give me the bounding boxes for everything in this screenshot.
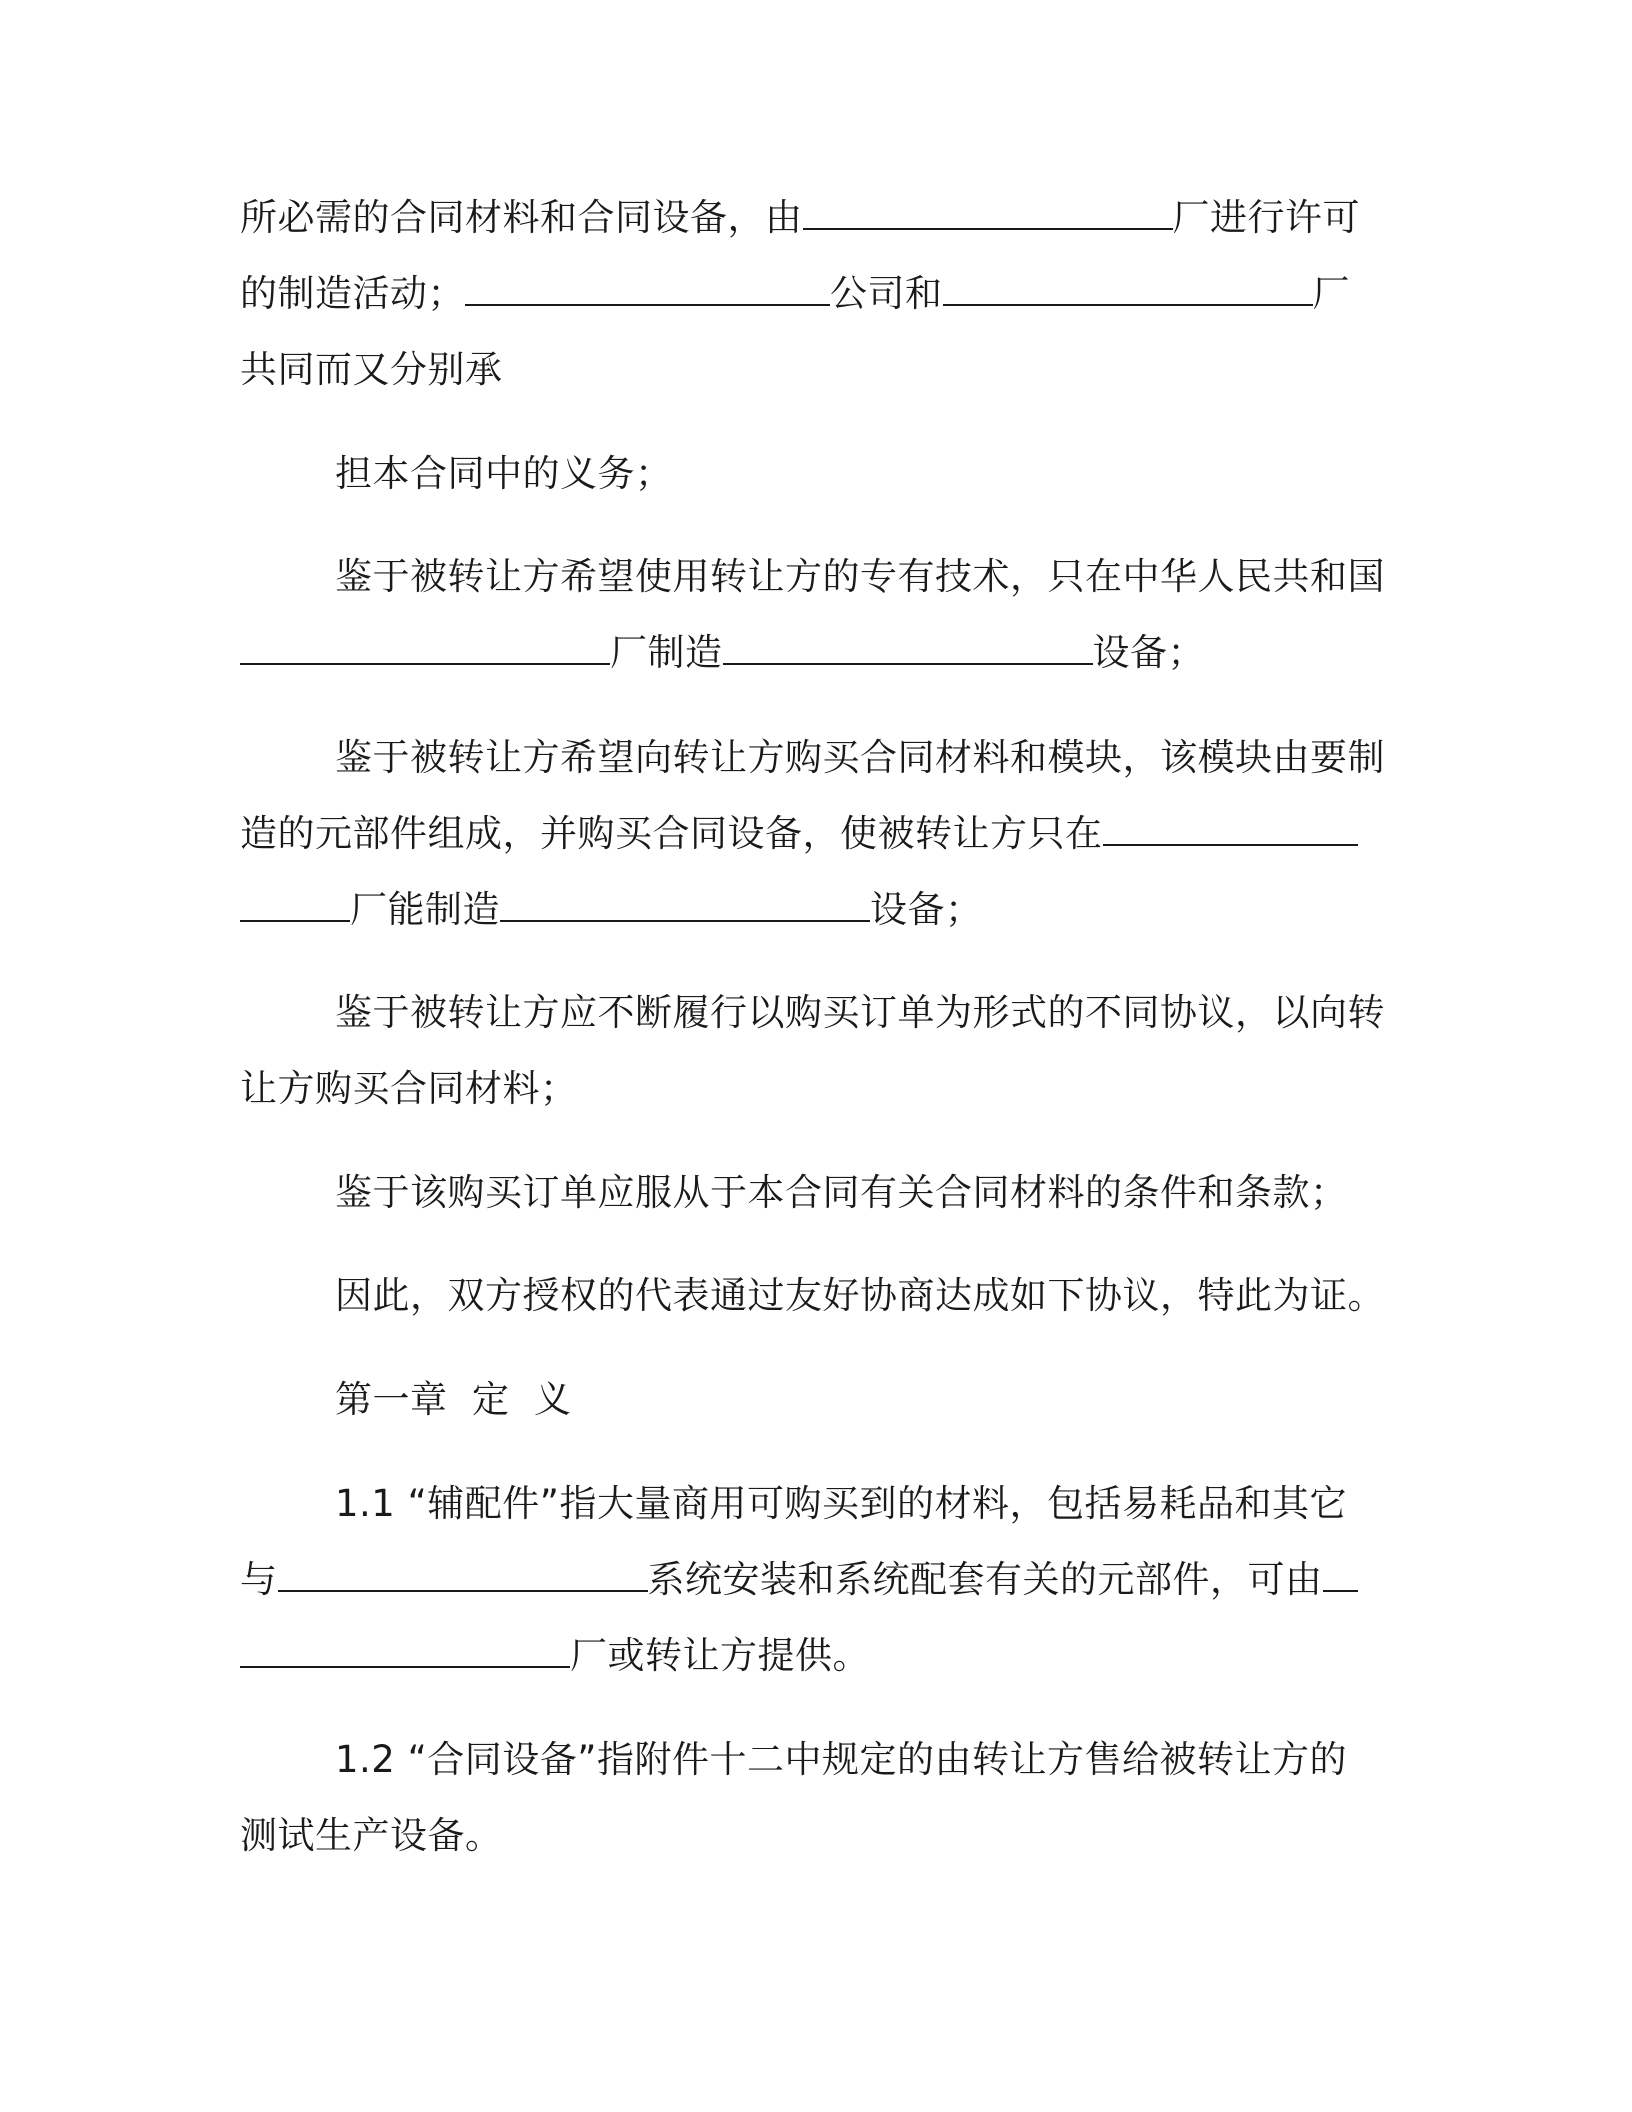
section-heading — [335, 1378, 572, 1422]
text-segment: 让方购买合同材料； — [240, 1067, 578, 1110]
text-segment: 第一章 定 义 — [335, 1378, 572, 1421]
fill-in-blank — [465, 274, 830, 306]
text-segment: 厂 — [1312, 272, 1350, 315]
text-segment: 设备； — [870, 888, 983, 931]
text-line-1 — [240, 196, 1360, 240]
fill-in-blank — [803, 198, 1173, 230]
text-line-9 — [240, 888, 983, 932]
fill-in-blank — [500, 890, 870, 922]
text-segment: 厂或转让方提供。 — [570, 1634, 870, 1677]
text-segment: 1.2 “合同设备”指附件十二中规定的由转让方售给被转让方的 — [335, 1738, 1347, 1781]
fill-in-blank — [1323, 1560, 1358, 1592]
text-line-19 — [240, 1814, 503, 1858]
text-line-16 — [240, 1558, 1358, 1602]
text-line-10 — [335, 991, 1385, 1035]
text-segment: 鉴于该购买订单应服从于本合同有关合同材料的条件和条款； — [335, 1171, 1348, 1214]
text-segment: 厂进行许可 — [1172, 196, 1360, 239]
fill-in-blank — [278, 1560, 648, 1592]
text-segment: 与 — [240, 1558, 278, 1601]
text-line-4 — [335, 452, 673, 496]
text-line-12 — [335, 1171, 1348, 1215]
text-line-15 — [335, 1482, 1347, 1526]
text-line-17 — [240, 1634, 870, 1678]
text-line-7 — [335, 736, 1385, 780]
text-segment: 鉴于被转让方希望使用转让方的专有技术，只在中华人民共和国 — [335, 555, 1385, 598]
text-line-2 — [240, 272, 1350, 316]
text-segment: 1.1 “辅配件”指大量商用可购买到的材料，包括易耗品和其它 — [335, 1482, 1347, 1525]
text-segment: 测试生产设备。 — [240, 1814, 503, 1857]
text-line-5 — [335, 555, 1385, 599]
text-line-3 — [240, 348, 503, 392]
text-segment: 厂制造 — [610, 631, 723, 674]
text-segment: 担本合同中的义务； — [335, 452, 673, 495]
text-segment: 的制造活动； — [240, 272, 465, 315]
fill-in-blank — [1103, 814, 1358, 846]
text-line-8 — [240, 812, 1358, 856]
text-segment: 因此，双方授权的代表通过友好协商达成如下协议，特此为证。 — [335, 1274, 1385, 1317]
text-segment: 鉴于被转让方希望向转让方购买合同材料和模块，该模块由要制 — [335, 736, 1385, 779]
text-line-6 — [240, 631, 1205, 675]
text-line-11 — [240, 1067, 578, 1111]
text-line-18 — [335, 1738, 1347, 1782]
fill-in-blank — [240, 633, 610, 665]
text-line-13 — [335, 1274, 1385, 1318]
text-segment: 厂能制造 — [350, 888, 500, 931]
text-segment: 公司和 — [830, 272, 943, 315]
text-segment: 造的元部件组成，并购买合同设备，使被转让方只在 — [240, 812, 1103, 855]
text-segment: 共同而又分别承 — [240, 348, 503, 391]
fill-in-blank — [943, 274, 1313, 306]
text-segment: 系统安装和系统配套有关的元部件，可由 — [647, 1558, 1323, 1601]
text-segment: 鉴于被转让方应不断履行以购买订单为形式的不同协议，以向转 — [335, 991, 1385, 1034]
text-segment: 设备； — [1092, 631, 1205, 674]
fill-in-blank — [723, 633, 1093, 665]
fill-in-blank — [240, 1636, 570, 1668]
fill-in-blank — [240, 890, 350, 922]
text-segment: 所必需的合同材料和合同设备，由 — [240, 196, 803, 239]
